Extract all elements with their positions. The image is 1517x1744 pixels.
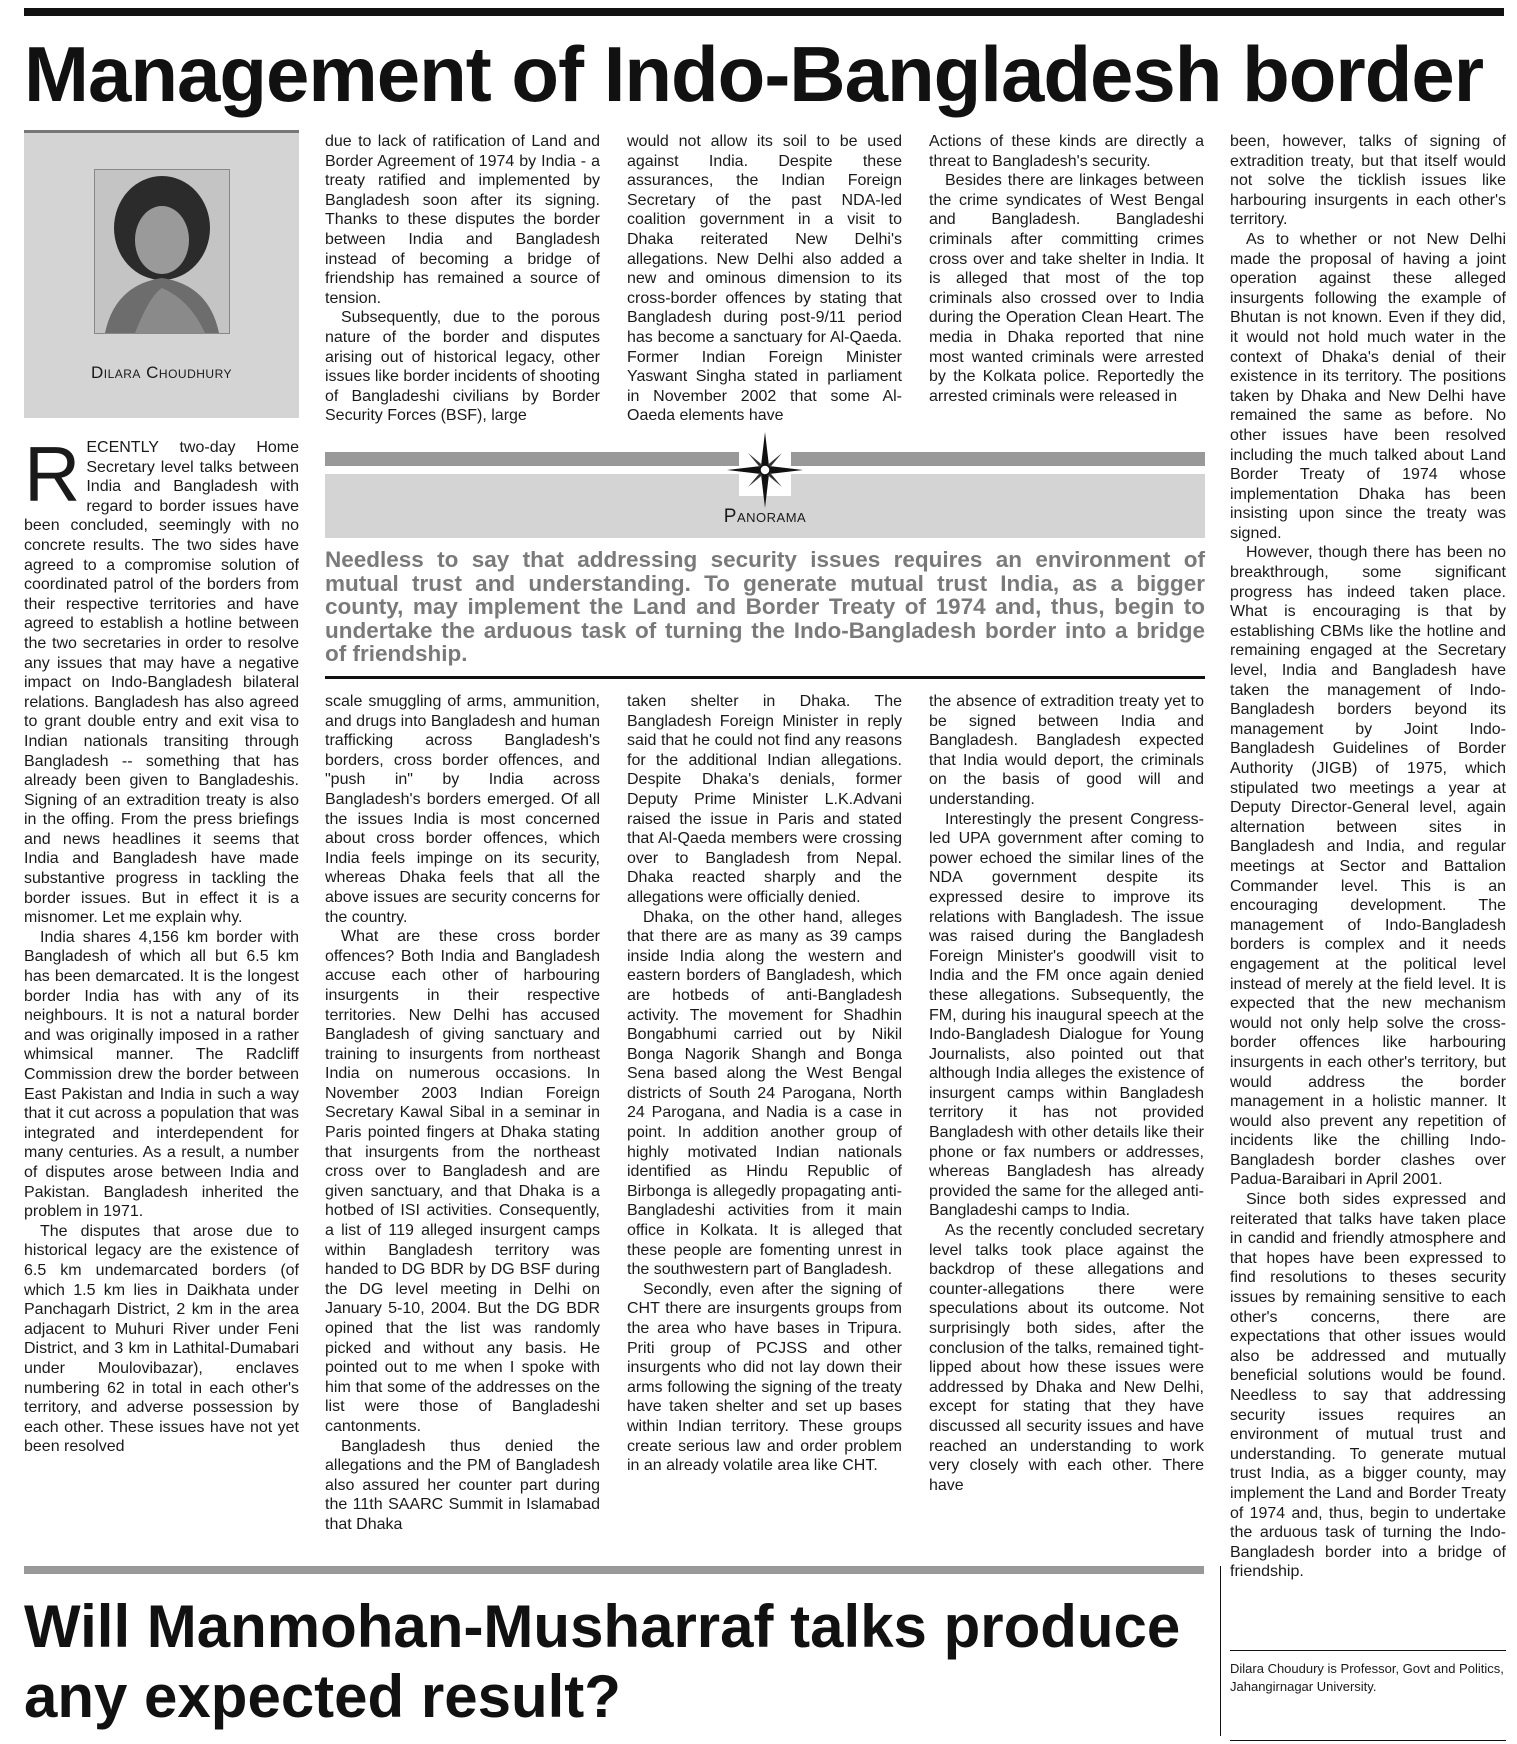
column-2-bottom bbox=[325, 692, 600, 1556]
top-rule bbox=[24, 8, 1504, 16]
paragraph: What are these cross border offences? Both India and Bangladesh accuse each other of harbouring insurgents in their respective territories. New Delhi has accused Bangladesh of giving sanctuary and training to insurgents from northeast India on numerous occasions. In November 2003 Indian Foreign Secretary Kawal Sibal in a seminar in Paris pointed fingers at Dhaka stating that insurgents from the northeast cross over to Bangladesh and are given sanctuary, and that Dhaka is a hotbed of ISI activities. Consequently, a list of 119 alleged insurgent camps within Bangladesh territory was handed to DG BDR by DG BSF during the DG level meeting in Delhi on January 5-10, 2004. But the DG BDR opined that the list was randomly picked and without any basis. He pointed out to me when I spoke with him that some of the addresses on the list were those of Bangladeshi cantonments. bbox=[325, 928, 600, 1435]
paragraph: Subsequently, due to the porous nature of the border and disputes arising out of historical legacy, other issues like border incidents of shooting of Bangladeshi civilians by Border Security Forces (BSF), large bbox=[325, 309, 600, 425]
next-article-headline: Will Manmohan-Musharraf talks produce any expected result? bbox=[24, 1593, 1181, 1730]
page-headline: Management of Indo-Bangladesh border bbox=[24, 30, 1484, 118]
paragraph: Interestingly the present Congress-led UPA government after coming to power echoed the similar lines of the NDA government despite its expressed desire to improve its relations with Bangladesh. The issue was raised during the Bangladesh Foreign Minister's goodwill visit to India and the FM once again denied these allegations. Subsequently, the FM, during his inaugural speech at the Indo-Bangladesh Dialogue for Young Journalists, also pointed out that although India alleges the existence of insurgent camps within Bangladesh territory it has not provided Bangladesh with other details like their phone or fax numbers or addresses, whereas Bangladesh has already provided the same for the alleged anti-Bangladeshi camps to India. bbox=[929, 810, 1204, 1220]
paragraph: Actions of these kinds are directly a threat to Bangladesh's security. bbox=[929, 133, 1204, 170]
paragraph: India shares 4,156 km border with Bangladesh of which all but 6.5 km has been demarcated. It is the longest border India has with any of its neighbours. It is not a natural border and was originally imposed in a rather whimsical manner. The Radcliff Commission drew the border between East Pakistan and India in such a way that it cut across a population that was integrated and interdependent for many centuries. As a result, a number of disputes arose between India and Pakistan. Bangladesh inherited the problem in 1971. bbox=[24, 928, 299, 1221]
column-4-top bbox=[929, 132, 1204, 432]
paragraph: Besides there are linkages between the crime syndicates of West Bengal and Bangladesh. Bangladeshi criminals after committing crimes cross over and take shelter in India. It is alleged that most of the top criminals also crossed over to India during the Operation Clean Heart. The media in Dhaka reported that nine most wanted criminals were arrested by the Kolkata police. Reportedly the arrested criminals were released in bbox=[929, 172, 1204, 405]
bio-rule bbox=[1230, 1650, 1506, 1651]
column-3-top bbox=[627, 132, 902, 432]
pull-quote-rule bbox=[325, 676, 1205, 679]
paragraph bbox=[24, 438, 299, 928]
author-box bbox=[24, 130, 299, 418]
paragraph: taken shelter in Dhaka. The Bangladesh Foreign Minister in reply said that he could not find any reasons for the additional Indian allegations. Despite Dhaka's denials, former Deputy Prime Minister L.K.Advani raised the issue in Paris and stated that Al-Qaeda members were crossing over to Bangladesh from Nepal. Dhaka reacted sharply and the allegations were officially denied. bbox=[627, 693, 902, 906]
compass-star-icon bbox=[725, 430, 805, 510]
author-name: Dilara Choudhury bbox=[90, 363, 233, 382]
paragraph: the absence of extradition treaty yet to be signed between India and Bangladesh. Bangladesh expected that India would deport, the criminals on the basis of good will and understanding. bbox=[929, 693, 1204, 808]
paragraph: The disputes that arose due to historical legacy are the existence of 6.5 km undemarcated borders (of which 1.5 km lies in Daikhata under Panchagarh District, 2 km in the area adjacent to Muhuri River under Feni District, and 3 km in Lathital-Dumabari under Moulovibazar), enclaves numbering 62 in total in each other's territory, and adverse possession by each other. These issues have not yet been resolved bbox=[24, 1222, 299, 1456]
bio-rule bbox=[1230, 1740, 1506, 1741]
paragraph: As the recently concluded secretary level talks took place against the backdrop of these allegations and counter-allegations there were speculations about its outcome. Not surprisingly both sides, after the conclusion of the talks, remained tight-lipped about how these issues were addressed by Dhaka and New Delhi, except for stating that they have discussed all security issues and have reached an understanding to work very closely with each other. There have bbox=[929, 1222, 1204, 1494]
panorama-label: Panorama bbox=[723, 506, 807, 527]
paragraph: As to whether or not New Delhi made the proposal of having a joint operation against these alleged insurgents following the example of Bhutan is not known. Even if they did, it would not hold much water in the context of Dhaka's denial of their existence in its territory. The positions taken by Dhaka and New Delhi have remained the same as before. No other issues have been resolved including the much talked about Land Border Treaty of 1974 whose implementation Dhaka has been insisting upon since the treaty was signed. bbox=[1230, 230, 1506, 542]
column-5 bbox=[1230, 132, 1506, 1647]
panorama-band bbox=[325, 452, 1205, 538]
paragraph: However, though there has been no breakthrough, some significant progress has indeed taken place. What is encouraging is that by establishing CBMs like the hotline and remaining engaged at the Secretary level, India and Bangladesh have taken the management of Indo-Bangladesh borders beyond its management by Joint Indo-Bangladesh Guidelines of Border Authority (JIGB) of 1975, which stipulated two meetings a year at Deputy Director-General level, again alternation between sites in Bangladesh and India, and regular meetings at Sector and Battalion Commander level. This is an encouraging development. The management of Indo-Bangladesh borders is complex and it needs engagement at the political level instead of merely at the field level. It is expected that the new mechanism would not only help solve the cross-border offences like harbouring insurgents in each other's territory, but would address the border management in a holistic manner. It would also prevent any repetition of incidents like the chilling Indo-Bangladesh border clashes over Padua-Baraibari in April 2001. bbox=[1230, 544, 1506, 1189]
pull-quote: Needless to say that addressing security issues requires an environment of mutual trust and understanding. To generate mutual trust India, as a bigger county, may implement the Land and Border Treaty of 1974 and, thus, begin to undertake the arduous task of turning the Indo-Bangladesh border into a bridge of friendship. bbox=[325, 547, 1205, 666]
author-bio: Dilara Choudury is Professor, Govt and Politics, Jahangirnagar University. bbox=[1230, 1661, 1504, 1694]
column-3-bottom bbox=[627, 692, 902, 1556]
column-4-bottom bbox=[929, 692, 1204, 1556]
paragraph: would not allow its soil to be used against India. Despite these assurances, the Indian Foreign Secretary of the past NDA-led coalition government in a visit to Dhaka reiterated New Delhi's allegations. New Delhi also added a new and ominous dimension to its cross-border offences by stating that Bangladesh during post-9/11 period has become a sanctuary for Al-Qaeda. Former Indian Foreign Minister Yaswant Singha stated in parliament in November 2002 that some Al-Oaeda elements have bbox=[627, 133, 902, 425]
section-rule bbox=[24, 1566, 1204, 1574]
paragraph: Dhaka, on the other hand, alleges that there are as many as 39 camps inside India along the western and eastern borders of Bangladesh, which are hotbeds of anti-Bangladesh activity. The movement for Shadhin Bongabhumi carried out by Nikil Bonga Nagorik Shangh and Bonga Sena based along the West Bengal districts of South 24 Parogana, North 24 Parogana, and Nadia is a case in point. In addition another group of highly motivated Indian nationals identified as Hindu Republic of Birbonga is allegedly propagating anti-Bangladeshi activities from it main office in Kolkata. It is alleged that these people are fomenting unrest in the southwestern part of Bangladesh. bbox=[627, 908, 902, 1279]
paragraph-text: ECENTLY two-day Home Secretary level talks between India and Bangladesh with regard to border issues have been concluded, seemingly with no concrete results. The two sides have agreed to a compromise solution of coordinated patrol of the borders from their respective territories and have agreed to establish a hotline between the two secretaries in order to resolve any issues that may have a negative impact on Indo-Bangladesh bilateral relations. Bangladesh has also agreed to grant double entry and exit visa to Indian nationals transiting through Bangladesh -- something that has already been given to Bangladeshis. Signing of an extradition treaty is also in the offing. From the press briefings and news headlines it seems that India and Bangladesh have made substantive progress in tackling the border issues. But in effect it is a misnomer. Let me explain why. bbox=[24, 439, 299, 927]
paragraph: scale smuggling of arms, ammunition, and drugs into Bangladesh and human trafficking across Bangladesh's borders, cross border offences, and "push in" by India across Bangladesh's borders emerged. Of all the issues India is most concerned about cross border offences, which India feels impinge on its security, whereas Dhaka feels that all the above issues are security concerns for the country. bbox=[325, 693, 600, 926]
paragraph: Since both sides expressed and reiterated that talks have taken place in candid and friendly atmosphere and that hopes have been expressed to find resolutions to theses security issues by remaining sensitive to each other's concerns, there are expectations that other issues would also be addressed and mutually beneficial solutions would be found. Needless to say that addressing security issues requires an environment of mutual trust and understanding. To generate mutual trust India, as a bigger county, may implement the Land and Border Treaty of 1974 and, thus, begin to undertake the arduous task of turning the Indo-Bangladesh border into a bridge of friendship. bbox=[1230, 1191, 1506, 1581]
column-1 bbox=[24, 438, 299, 1550]
author-photo bbox=[94, 169, 230, 334]
drop-cap: R bbox=[24, 438, 81, 518]
paragraph: been, however, talks of signing of extradition treaty, but that itself would not solve the ticklish issues like harbouring insurgents in each other's territory. bbox=[1230, 133, 1506, 229]
paragraph: Bangladesh thus denied the allegations and the PM of Bangladesh also assured her counter part during the 11th SAARC Summit in Islamabad that Dhaka bbox=[325, 1437, 600, 1533]
paragraph: Secondly, even after the signing of CHT there are insurgents groups from the area who have bases in Tripura. Priti group of PCJSS and other insurgents who did not lay down their arms following the signing of the treaty have taken shelter and set up bases within Indian territory. These groups create serious law and order problem in an already volatile area like CHT. bbox=[627, 1280, 902, 1475]
column-2-top bbox=[325, 132, 600, 432]
column-divider bbox=[1220, 1566, 1221, 1736]
paragraph: due to lack of ratification of Land and Border Agreement of 1974 by India - a treaty ratified and implemented by Bangladesh soon after its signing. Thanks to these disputes the border between India and Bangladesh instead of becoming a bridge of friendship has remained a source of tension. bbox=[325, 133, 600, 307]
